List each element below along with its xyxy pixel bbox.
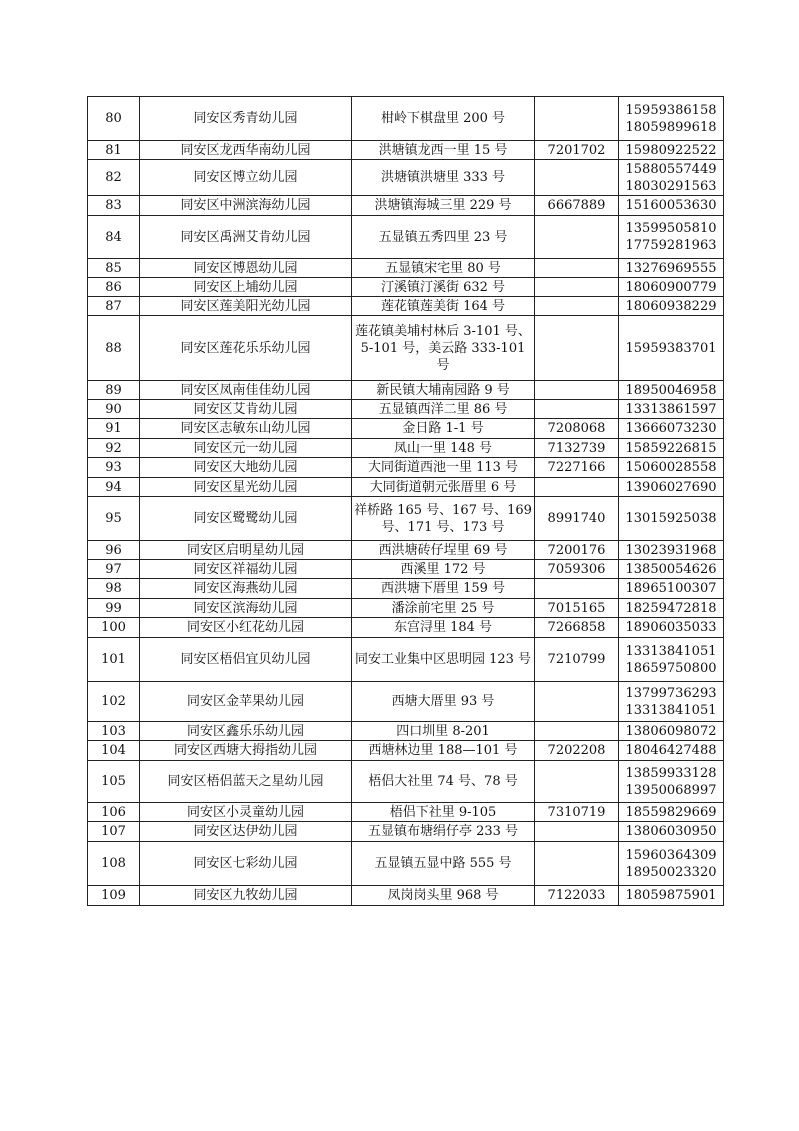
- kindergarten-address: 潘涂前宅里 25 号: [352, 599, 535, 618]
- table-row: [88, 638, 724, 682]
- landline-phone: 7201702: [535, 141, 619, 160]
- table-row: [88, 160, 724, 196]
- kindergarten-address: 四口圳里 8-201: [352, 722, 535, 741]
- table-row: [88, 259, 724, 278]
- kindergarten-name: 同安区秀青幼儿园: [140, 97, 352, 141]
- table-row: [88, 141, 724, 160]
- row-number: 103: [88, 722, 140, 741]
- row-number: 99: [88, 599, 140, 618]
- kindergarten-name: 同安区达伊幼儿园: [140, 822, 352, 842]
- landline-phone: [535, 97, 619, 141]
- kindergarten-address: 汀溪镇汀溪街 632 号: [352, 278, 535, 297]
- mobile-phones: [619, 741, 724, 761]
- kindergarten-address: 大同街道朝元张厝里 6 号: [352, 478, 535, 497]
- kindergarten-address: 洪塘镇龙西一里 15 号: [352, 141, 535, 160]
- landline-phone: [535, 297, 619, 316]
- landline-phone: [535, 316, 619, 381]
- table-row: [88, 618, 724, 638]
- kindergarten-address: 五显镇布塘绢仔亭 233 号: [352, 822, 535, 842]
- kindergarten-address: 柑岭下棋盘里 200 号: [352, 97, 535, 141]
- row-number: 102: [88, 682, 140, 722]
- table-row: [88, 803, 724, 822]
- row-number: 88: [88, 316, 140, 381]
- kindergarten-address: 西洪塘砖仔埕里 69 号: [352, 541, 535, 560]
- mobile-phones: [619, 599, 724, 618]
- mobile-number: 13806030950: [625, 824, 717, 839]
- table-row: [88, 478, 724, 497]
- row-number: 84: [88, 216, 140, 259]
- mobile-phones: [619, 419, 724, 439]
- landline-phone: 7059306: [535, 560, 619, 579]
- table-row: [88, 822, 724, 842]
- mobile-phones: [619, 141, 724, 160]
- kindergarten-address: 西塘大厝里 93 号: [352, 682, 535, 722]
- mobile-number: 13850054626: [625, 561, 717, 577]
- mobile-number: 18950046958: [625, 382, 717, 398]
- landline-phone: 7266858: [535, 618, 619, 638]
- row-number: 98: [88, 579, 140, 599]
- kindergarten-name: 同安区莲花乐乐幼儿园: [140, 316, 352, 381]
- row-number: 95: [88, 497, 140, 541]
- mobile-phones: [619, 560, 724, 579]
- landline-phone: [535, 278, 619, 297]
- table-row: [88, 196, 724, 216]
- table-row: [88, 560, 724, 579]
- kindergarten-name: 同安区七彩幼儿园: [140, 842, 352, 886]
- kindergarten-name: 同安区启明星幼儿园: [140, 541, 352, 560]
- mobile-number: 13799736293: [625, 685, 717, 701]
- kindergarten-address: 同安工业集中区思明园 123 号: [352, 638, 535, 682]
- mobile-number: 15859226815: [625, 440, 717, 456]
- kindergarten-name: 同安区海燕幼儿园: [140, 579, 352, 599]
- mobile-phones: [619, 216, 724, 259]
- kindergarten-name: 同安区博恩幼儿园: [140, 259, 352, 278]
- table-row: [88, 541, 724, 560]
- landline-phone: 7210799: [535, 638, 619, 682]
- mobile-phones: [619, 97, 724, 141]
- kindergarten-name: 同安区鑫乐乐幼儿园: [140, 722, 352, 741]
- table-row: [88, 419, 724, 439]
- mobile-phones: [619, 278, 724, 297]
- table-row: [88, 381, 724, 400]
- kindergarten-address: 五显镇西洋二里 86 号: [352, 400, 535, 419]
- mobile-number: 13313841051: [625, 643, 717, 659]
- landline-phone: 7122033: [535, 886, 619, 906]
- landline-phone: [535, 400, 619, 419]
- mobile-phones: [619, 682, 724, 722]
- kindergarten-address: 金日路 1-1 号: [352, 419, 535, 439]
- kindergarten-address: 梧侣大社里 74 号、78 号: [352, 761, 535, 803]
- row-number: 82: [88, 160, 140, 196]
- kindergarten-address: 西溪里 172 号: [352, 560, 535, 579]
- row-number: 86: [88, 278, 140, 297]
- mobile-phones: [619, 458, 724, 478]
- landline-phone: [535, 579, 619, 599]
- mobile-number: 13906027690: [625, 479, 717, 495]
- mobile-number: 18659750800: [625, 660, 717, 676]
- kindergarten-address: 大同街道西池一里 113 号: [352, 458, 535, 478]
- mobile-number: 15060028558: [625, 460, 717, 475]
- landline-phone: 6667889: [535, 196, 619, 216]
- kindergarten-table: [87, 96, 724, 906]
- kindergarten-name: 同安区大地幼儿园: [140, 458, 352, 478]
- mobile-number: 15980922522: [625, 142, 717, 158]
- row-number: 85: [88, 259, 140, 278]
- kindergarten-name: 同安区鹭鹭幼儿园: [140, 497, 352, 541]
- mobile-number: 18059899618: [625, 119, 717, 135]
- table-row: [88, 458, 724, 478]
- landline-phone: [535, 216, 619, 259]
- kindergarten-name: 同安区小灵童幼儿园: [140, 803, 352, 822]
- mobile-phones: [619, 579, 724, 599]
- kindergarten-name: 同安区小红花幼儿园: [140, 618, 352, 638]
- mobile-number: 18030291563: [625, 178, 717, 194]
- mobile-number: 18906035033: [625, 620, 717, 635]
- kindergarten-name: 同安区凤南佳佳幼儿园: [140, 381, 352, 400]
- kindergarten-name: 同安区西塘大拇指幼儿园: [140, 741, 352, 761]
- table-row: [88, 400, 724, 419]
- mobile-phones: [619, 722, 724, 741]
- mobile-number: 13313841051: [625, 702, 717, 718]
- mobile-phones: [619, 400, 724, 419]
- kindergarten-address: 新民镇大埔南园路 9 号: [352, 381, 535, 400]
- kindergarten-address: 梧侣下社里 9-105: [352, 803, 535, 822]
- mobile-number: 18046427488: [625, 743, 717, 758]
- kindergarten-address: 莲花镇美埔村林后 3-101 号、5-101 号，美云路 333-101 号: [352, 316, 535, 381]
- landline-phone: 7227166: [535, 458, 619, 478]
- kindergarten-name: 同安区中洲滨海幼儿园: [140, 196, 352, 216]
- mobile-number: 13599505810: [625, 221, 717, 236]
- landline-phone: 7132739: [535, 439, 619, 458]
- row-number: 96: [88, 541, 140, 560]
- landline-phone: 7310719: [535, 803, 619, 822]
- kindergarten-name: 同安区元一幼儿园: [140, 439, 352, 458]
- mobile-phones: [619, 886, 724, 906]
- row-number: 93: [88, 458, 140, 478]
- mobile-number: 15160053630: [625, 198, 717, 213]
- table-row: [88, 886, 724, 906]
- landline-phone: [535, 160, 619, 196]
- mobile-phones: [619, 478, 724, 497]
- kindergarten-address: 五显镇五秀四里 23 号: [352, 216, 535, 259]
- table-row: [88, 761, 724, 803]
- mobile-number: 13313861597: [625, 401, 717, 417]
- mobile-number: 18950023320: [625, 864, 717, 880]
- mobile-number: 15959386158: [625, 102, 717, 118]
- kindergarten-name: 同安区上埔幼儿园: [140, 278, 352, 297]
- kindergarten-name: 同安区九牧幼儿园: [140, 886, 352, 906]
- row-number: 83: [88, 196, 140, 216]
- kindergarten-address: 五显镇五显中路 555 号: [352, 842, 535, 886]
- row-number: 97: [88, 560, 140, 579]
- kindergarten-address: 莲花镇莲美街 164 号: [352, 297, 535, 316]
- row-number: 101: [88, 638, 140, 682]
- row-number: 109: [88, 886, 140, 906]
- mobile-phones: [619, 842, 724, 886]
- mobile-number: 18060900779: [625, 279, 717, 295]
- kindergarten-address: 祥桥路 165 号、167 号、169 号、171 号、173 号: [352, 497, 535, 541]
- mobile-phones: [619, 803, 724, 822]
- kindergarten-name: 同安区梧侣蓝天之星幼儿园: [140, 761, 352, 803]
- row-number: 105: [88, 761, 140, 803]
- mobile-phones: [619, 822, 724, 842]
- kindergarten-address: 西塘林边里 188—101 号: [352, 741, 535, 761]
- landline-phone: [535, 842, 619, 886]
- mobile-phones: [619, 316, 724, 381]
- table-row: [88, 842, 724, 886]
- table-row: [88, 722, 724, 741]
- mobile-number: 13950068997: [625, 782, 717, 798]
- kindergarten-address: 洪塘镇海城三里 229 号: [352, 196, 535, 216]
- mobile-phones: [619, 541, 724, 560]
- table-row: [88, 439, 724, 458]
- mobile-phones: [619, 497, 724, 541]
- kindergarten-name: 同安区艾肯幼儿园: [140, 400, 352, 419]
- mobile-number: 13806098072: [625, 723, 717, 739]
- mobile-number: 15959383701: [625, 340, 717, 356]
- landline-phone: 7200176: [535, 541, 619, 560]
- table-row: [88, 97, 724, 141]
- landline-phone: [535, 822, 619, 842]
- row-number: 80: [88, 97, 140, 141]
- mobile-phones: [619, 638, 724, 682]
- kindergarten-name: 同安区龙西华南幼儿园: [140, 141, 352, 160]
- kindergarten-name: 同安区星光幼儿园: [140, 478, 352, 497]
- mobile-number: 18059875901: [625, 888, 717, 903]
- row-number: 89: [88, 381, 140, 400]
- row-number: 94: [88, 478, 140, 497]
- mobile-number: 13023931968: [625, 542, 717, 558]
- kindergarten-address: 凤山一里 148 号: [352, 439, 535, 458]
- row-number: 81: [88, 141, 140, 160]
- mobile-phones: [619, 381, 724, 400]
- kindergarten-name: 同安区禹洲艾肯幼儿园: [140, 216, 352, 259]
- kindergarten-address: 凤岗岗头里 968 号: [352, 886, 535, 906]
- mobile-number: 15960364309: [625, 847, 717, 863]
- mobile-number: 18060938229: [625, 298, 717, 314]
- table-row: [88, 599, 724, 618]
- table-row: [88, 297, 724, 316]
- kindergarten-address: 洪塘镇洪塘里 333 号: [352, 160, 535, 196]
- kindergarten-address: 五显镇宋宅里 80 号: [352, 259, 535, 278]
- table-row: [88, 741, 724, 761]
- landline-phone: [535, 682, 619, 722]
- mobile-number: 18965100307: [625, 581, 717, 596]
- mobile-number: 13859933128: [625, 765, 717, 781]
- row-number: 104: [88, 741, 140, 761]
- row-number: 108: [88, 842, 140, 886]
- row-number: 91: [88, 419, 140, 439]
- row-number: 87: [88, 297, 140, 316]
- table-row: [88, 682, 724, 722]
- mobile-phones: [619, 297, 724, 316]
- mobile-phones: [619, 196, 724, 216]
- table-row: [88, 497, 724, 541]
- row-number: 100: [88, 618, 140, 638]
- landline-phone: [535, 478, 619, 497]
- landline-phone: 8991740: [535, 497, 619, 541]
- mobile-number: 18259472818: [625, 600, 717, 616]
- mobile-number: 17759281963: [625, 238, 717, 253]
- table-body: [88, 97, 724, 906]
- table-row: [88, 216, 724, 259]
- mobile-phones: [619, 259, 724, 278]
- landline-phone: 7208068: [535, 419, 619, 439]
- landline-phone: [535, 722, 619, 741]
- mobile-number: 13015925038: [625, 511, 717, 526]
- mobile-phones: [619, 160, 724, 196]
- kindergarten-address: 东宫浔里 184 号: [352, 618, 535, 638]
- kindergarten-name: 同安区祥福幼儿园: [140, 560, 352, 579]
- mobile-number: 13276969555: [625, 260, 717, 276]
- kindergarten-name: 同安区梧侣宜贝幼儿园: [140, 638, 352, 682]
- kindergarten-name: 同安区滨海幼儿园: [140, 599, 352, 618]
- row-number: 92: [88, 439, 140, 458]
- table-row: [88, 278, 724, 297]
- mobile-number: 15880557449: [625, 161, 717, 177]
- kindergarten-name: 同安区莲美阳光幼儿园: [140, 297, 352, 316]
- row-number: 90: [88, 400, 140, 419]
- table-row: [88, 316, 724, 381]
- mobile-phones: [619, 761, 724, 803]
- table-row: [88, 579, 724, 599]
- landline-phone: 7202208: [535, 741, 619, 761]
- mobile-number: 13666073230: [625, 421, 717, 436]
- landline-phone: [535, 761, 619, 803]
- kindergarten-name: 同安区金苹果幼儿园: [140, 682, 352, 722]
- landline-phone: 7015165: [535, 599, 619, 618]
- kindergarten-name: 同安区志敏东山幼儿园: [140, 419, 352, 439]
- kindergarten-name: 同安区博立幼儿园: [140, 160, 352, 196]
- mobile-phones: [619, 618, 724, 638]
- mobile-phones: [619, 439, 724, 458]
- kindergarten-address: 西洪塘下厝里 159 号: [352, 579, 535, 599]
- mobile-number: 18559829669: [625, 804, 717, 820]
- landline-phone: [535, 259, 619, 278]
- landline-phone: [535, 381, 619, 400]
- row-number: 106: [88, 803, 140, 822]
- row-number: 107: [88, 822, 140, 842]
